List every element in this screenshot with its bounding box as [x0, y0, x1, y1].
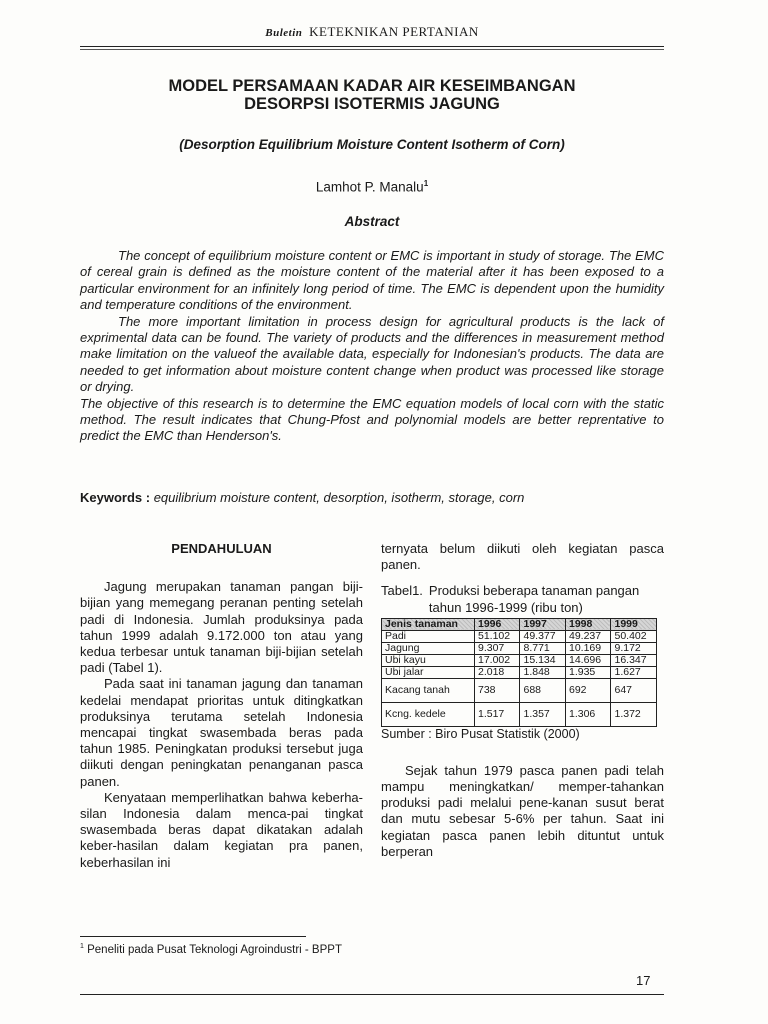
table-cell: 51.102 — [474, 630, 520, 642]
title-line-1: MODEL PERSAMAAN KADAR AIR KESEIMBANGAN — [168, 77, 576, 95]
table-cell: 49.377 — [520, 630, 566, 642]
table-cell: 688 — [520, 678, 566, 702]
table-header-cell: 1997 — [520, 618, 566, 630]
table-header-row — [382, 618, 657, 630]
title-line-2: DESORPSI ISOTERMIS JAGUNG — [244, 95, 500, 113]
footnote-rule — [80, 936, 306, 937]
table-cell: Padi — [382, 630, 475, 642]
table-cell: 49.237 — [565, 630, 611, 642]
table-cell: Ubi kayu — [382, 654, 475, 666]
footnote-text: Peneliti pada Pusat Teknologi Agroindustri - BPPT — [87, 943, 342, 956]
table-row — [382, 702, 657, 726]
left-column — [80, 541, 363, 871]
table-cell: 8.771 — [520, 642, 566, 654]
table-header-cell: 1999 — [611, 618, 657, 630]
abstract-body — [80, 248, 664, 445]
table-cell: 2.018 — [474, 666, 520, 678]
table-row — [382, 654, 657, 666]
author-name: Lamhot P. Manalu — [315, 179, 424, 195]
table-cell: 1.848 — [520, 666, 566, 678]
body-paragraph: Pada saat ini tanaman jagung dan tanaman kedelai mendapat prioritas untuk ditingkatkan produksinya terutama setelah Indonesia mencapai tingkat swasembada beras pada tahun 1985. Peningkatan produksi tersebut juga diikuti dengan peningkatan penanganan pasca panen. — [80, 676, 363, 789]
table-caption-label: Tabel1. — [381, 583, 423, 599]
footer-rule — [80, 994, 664, 995]
table-cell: 1.372 — [611, 702, 657, 726]
keywords-label: Keywords : — [80, 490, 151, 505]
production-table — [381, 618, 657, 727]
table-cell: 10.169 — [565, 642, 611, 654]
footnote-mark: 1 — [80, 943, 84, 950]
table-header-cell: 1996 — [474, 618, 520, 630]
table-header-cell: 1998 — [565, 618, 611, 630]
page-number: 17 — [636, 973, 651, 988]
body-paragraph: ternyata belum diikuti oleh kegiatan pasca panen. — [381, 541, 664, 573]
table-row — [382, 642, 657, 654]
table-cell: 1.306 — [565, 702, 611, 726]
keywords-text: equilibrium moisture content, desorption, isotherm, storage, corn — [153, 490, 525, 505]
article-subtitle: (Desorption Equilibrium Moisture Content Isotherm of Corn) — [179, 137, 565, 152]
table-cell: 1.517 — [474, 702, 520, 726]
table-cell: 692 — [565, 678, 611, 702]
table-cell: Kcng. kedele — [382, 702, 475, 726]
table-cell: 1.627 — [611, 666, 657, 678]
table-caption — [381, 583, 664, 615]
running-header — [80, 24, 664, 40]
table-row — [382, 666, 657, 678]
section-heading: PENDAHULUAN — [171, 541, 272, 556]
table-source: Sumber : Biro Pusat Statistik (2000) — [381, 726, 580, 741]
abstract-paragraph: The more important limitation in process design for agricultural products is the lack of exprimental data can be found. The variety of products and the differences in measurement method make limitation on the valueof the available data, especially for Indonesian's products. The data are needed to get information about moisture content change when product was processed like storage or drying. — [80, 313, 664, 395]
article-title — [80, 77, 664, 113]
table-cell: 15.134 — [520, 654, 566, 666]
table-cell: Jagung — [382, 642, 475, 654]
journal-brand: Buletin — [265, 27, 303, 39]
table-caption-text: Produksi beberapa tanaman pangan tahun 1996-1999 (ribu ton) — [428, 583, 640, 615]
table-cell: 9.307 — [474, 642, 520, 654]
table-cell: 14.696 — [565, 654, 611, 666]
abstract-paragraph: The concept of equilibrium moisture content or EMC is important in study of storage. The EMC of cereal grain is defined as the moisture content of the material after it has been exposed to a particular environment for an infinitely long period of time. The EMC is dependent upon the humidity and temperature conditions of the environment. — [80, 248, 664, 313]
table-cell: Kacang tanah — [382, 678, 475, 702]
table-row — [382, 678, 657, 702]
abstract-heading: Abstract — [344, 214, 400, 229]
table-cell: 50.402 — [611, 630, 657, 642]
table-cell: 17.002 — [474, 654, 520, 666]
table-cell: 16.347 — [611, 654, 657, 666]
table-cell: 1.935 — [565, 666, 611, 678]
body-paragraph: Sejak tahun 1979 pasca panen padi telah mampu meningkatkan/ memper-tahankan produksi padi melalui pene-kanan susut berat dan mutu sebesar 5-6% per tahun. Saat ini kegiatan pasca panen lebih dituntut untuk berperan — [381, 762, 664, 859]
footnote — [80, 943, 342, 956]
table-cell: Ubi jalar — [382, 666, 475, 678]
journal-name: KETEKNIKAN PERTANIAN — [309, 24, 479, 39]
header-rule — [80, 46, 664, 47]
author-line — [80, 179, 664, 195]
table-cell: 738 — [474, 678, 520, 702]
table-cell: 9.172 — [611, 642, 657, 654]
right-column — [381, 541, 664, 860]
keywords-line — [80, 490, 664, 505]
body-paragraph: Jagung merupakan tanaman pangan biji-bijian yang memegang peranan penting setelah padi di Indonesia. Jumlah produksinya pada tahun 1999 adalah 9.172.000 ton atau yang kedua terbesar untuk tanaman biji-bijian setelah padi (Tabel 1). — [80, 579, 363, 676]
abstract-paragraph: The objective of this research is to determine the EMC equation models of local corn with the static method. The result indicates that Chung-Pfost and polynomial models are better reprentative to predict the EMC than Henderson's. — [80, 395, 664, 444]
table-row — [382, 630, 657, 642]
header-rule-thin — [80, 49, 664, 50]
body-paragraph: Kenyataan memperlihatkan bahwa keberha-silan Indonesia dalam menca-pai tingkat swasembada beras dapat dikatakan adalah keber-hasilan dalam kegiatan pra panen, keberhasilan ini — [80, 789, 363, 870]
table-cell: 647 — [611, 678, 657, 702]
table-cell: 1.357 — [520, 702, 566, 726]
table-header-cell: Jenis tanaman — [382, 618, 475, 630]
author-footnote-mark: 1 — [423, 179, 429, 188]
